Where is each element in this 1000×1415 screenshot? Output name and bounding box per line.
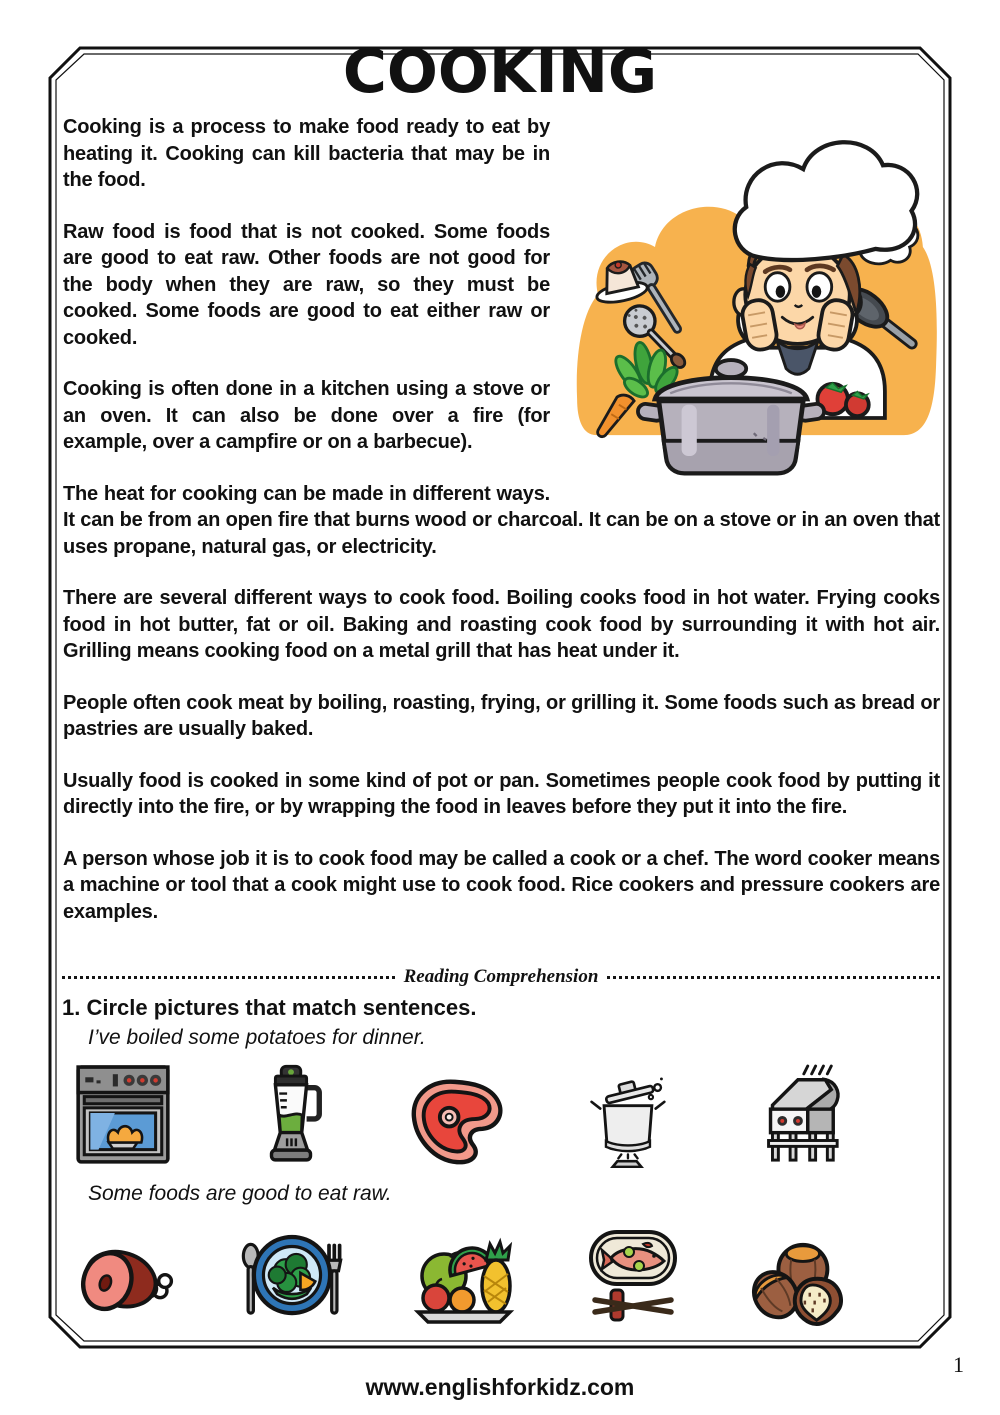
exercise-heading: 1. Circle pictures that match sentences. bbox=[62, 995, 477, 1020]
fish-dish-icon[interactable] bbox=[581, 1228, 685, 1328]
article-text bbox=[63, 114, 940, 950]
paragraph: There are several different ways to cook food. Boiling cooks food in hot water. Frying cooks food in hot butter, fat or oil. Baking and roasting cook food by surrounding it with hot air. Grilling means cooking food on a metal grill that has heat under it. bbox=[63, 587, 940, 662]
paragraph: The heat for cooking can be made in different ways. It can be from an open fire that burns wood or charcoal. It can be on a stove or in an oven that uses propane, natural gas, or electricity. bbox=[63, 482, 940, 558]
salad-plate-icon[interactable] bbox=[237, 1220, 347, 1328]
paragraph: Usually food is cooked in some kind of pot or pan. Sometimes people cook food by putting it directly into the fire, or by wrapping the food in leaves before they put it into the fire. bbox=[63, 769, 940, 818]
page-title: COOKING bbox=[342, 37, 658, 107]
icon-row-1 bbox=[70, 1056, 845, 1168]
oven-icon[interactable] bbox=[70, 1064, 176, 1168]
exercise-sentence-1: I’ve boiled some potatoes for dinner. bbox=[88, 1026, 426, 1049]
section-divider bbox=[62, 966, 940, 988]
steak-icon[interactable] bbox=[406, 1076, 508, 1168]
paragraph: A person whose job it is to cook food may be called a cook or a chef. The word cooker means a machine or tool that a cook might use to cook food. Rice cookers and pressure cookers are examples. bbox=[63, 847, 940, 923]
ham-icon[interactable] bbox=[70, 1240, 174, 1328]
fruit-platter-icon[interactable] bbox=[410, 1228, 518, 1328]
paragraph: Raw food is food that is not cooked. Some foods are good to eat raw. Other foods are not good for the body when they are raw, so they must be cooked. Some foods are good to eat either raw or cooked. bbox=[63, 220, 550, 349]
blender-icon[interactable] bbox=[252, 1064, 330, 1168]
exercise-sentence-2: Some foods are good to eat raw. bbox=[88, 1182, 392, 1205]
divider-label: Reading Comprehension bbox=[403, 966, 599, 987]
paragraph: Cooking is often done in a kitchen using a stove or an oven. It can also be done over a fire (for example, over a campfire or on a barbecue). bbox=[63, 378, 550, 453]
paragraph: Cooking is a process to make food ready to eat by heating it. Cooking can kill bacteria that may be in the food. bbox=[63, 116, 550, 191]
grill-icon[interactable] bbox=[747, 1064, 845, 1168]
chef-hat bbox=[735, 142, 917, 260]
icon-row-2 bbox=[70, 1214, 850, 1328]
divider-dots-left bbox=[62, 976, 395, 979]
footer-url: www.englishforkidz.com bbox=[365, 1374, 635, 1400]
divider-dots-right bbox=[607, 976, 940, 979]
page-number: 1 bbox=[953, 1352, 964, 1377]
paragraph: People often cook meat by boiling, roasting, frying, or grilling it. Some foods such as bread or pastries are usually baked. bbox=[63, 691, 940, 740]
chestnuts-icon[interactable] bbox=[748, 1234, 850, 1328]
boiling-pot-icon[interactable] bbox=[583, 1074, 671, 1168]
chef-illustration bbox=[560, 114, 940, 494]
